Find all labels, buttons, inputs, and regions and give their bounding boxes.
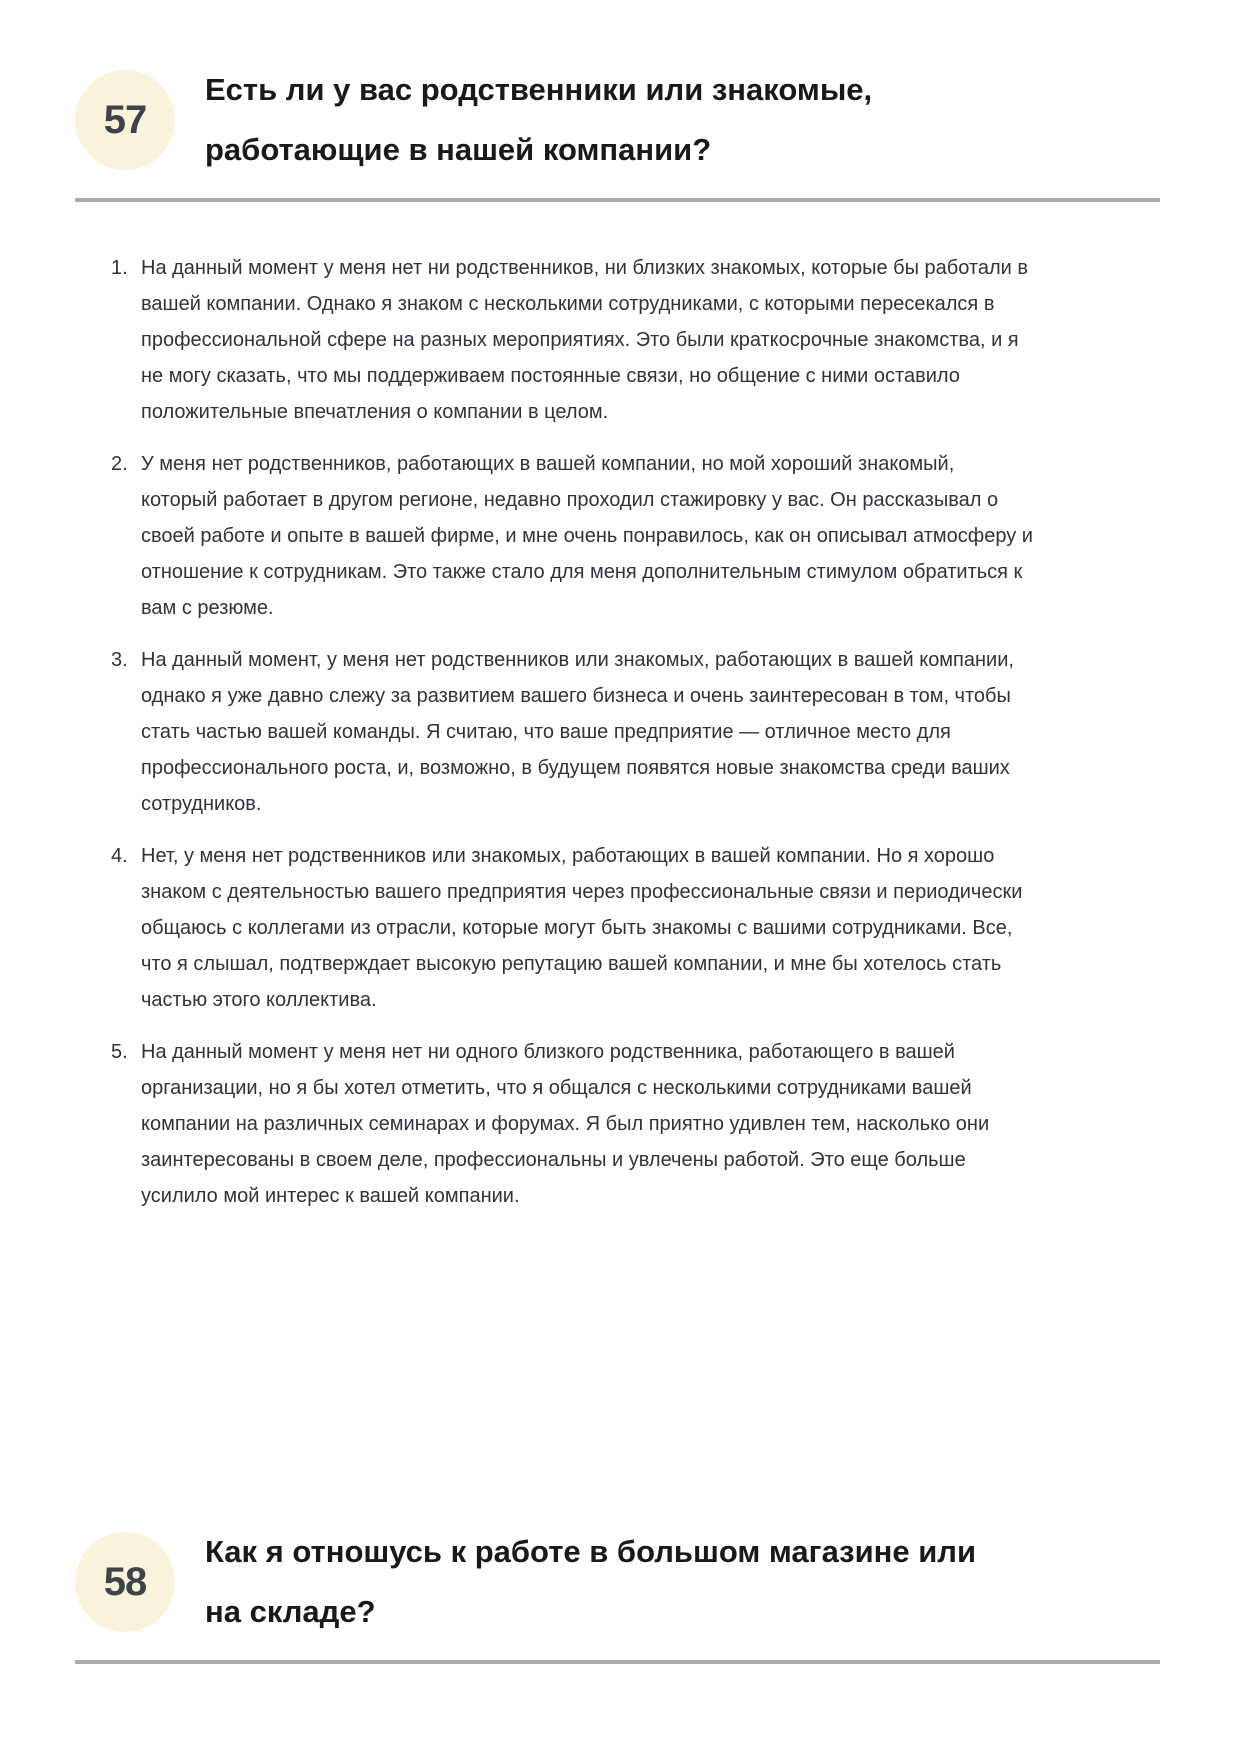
question-number-badge: [75, 70, 175, 170]
question-header: [75, 60, 1165, 180]
question-title-line: Как я отношусь к работе в большом магазине или: [205, 1534, 977, 1569]
section-divider: [75, 198, 1160, 202]
answer-item: На данный момент у меня нет ни родственников, ни близких знакомых, которые бы работали в вашей компании. Однако я знаком с несколькими сотрудниками, с которыми пересекался в профессиональной сфере на разных мероприятиях. Это были краткосрочные знакомства, и я не могу сказать, что мы поддерживаем постоянные связи, но общение с ними оставило положительные впечатления о компании в целом.: [141, 257, 1028, 423]
answer-item: На данный момент у меня нет ни одного близкого родственника, работающего в вашей организации, но я бы хотел отметить, что я общался с несколькими сотрудниками вашей компании на различных семинарах и форумах. Я был приятно удивлен тем, насколько они заинтересованы в своем деле, профессиональны и увлечены работой. Это еще больше усилило мой интерес к вашей компании.: [141, 1041, 990, 1207]
question-title-line: Есть ли у вас родственники или знакомые,: [205, 72, 873, 107]
question-header: [75, 1522, 1165, 1642]
answer-item: Нет, у меня нет родственников или знакомых, работающих в вашей компании. Но я хорошо знаком с деятельностью вашего предприятия через профессиональные связи и периодически общаюсь с коллегами из отрасли, которые могут быть знакомы с вашими сотрудниками. Все, что я слышал, подтверждает высокую репутацию вашей компании, и мне бы хотелось стать частью этого коллектива.: [141, 845, 1023, 1011]
question-title-line: работающие в нашей компании?: [205, 132, 712, 167]
question-number-badge: [75, 1532, 175, 1632]
question-section-57: [75, 60, 1165, 1214]
answers-list: [75, 250, 1035, 1214]
answer-item: На данный момент, у меня нет родственников или знакомых, работающих в вашей компании, однако я уже давно слежу за развитием вашего бизнеса и очень заинтересован в том, чтобы стать частью вашей команды. Я считаю, что ваше предприятие — отличное место для профессионального роста, и, возможно, в будущем появятся новые знакомства среди ваших сотрудников.: [141, 649, 1014, 815]
question-title-line: на складе?: [205, 1594, 376, 1629]
answer-item: У меня нет родственников, работающих в вашей компании, но мой хороший знакомый, который работает в другом регионе, недавно проходил стажировку у вас. Он рассказывал о своей работе и опыте в вашей фирме, и мне очень понравилось, как он описывал атмосферу и отношение к сотрудникам. Это также стало для меня дополнительным стимулом обратиться к вам с резюме.: [141, 453, 1033, 619]
question-title: [205, 1522, 976, 1642]
section-divider: [75, 1660, 1160, 1664]
question-number: 58: [103, 1559, 147, 1604]
question-number: 57: [103, 97, 147, 142]
question-section-58: [75, 1522, 1165, 1664]
question-title: [205, 60, 872, 180]
